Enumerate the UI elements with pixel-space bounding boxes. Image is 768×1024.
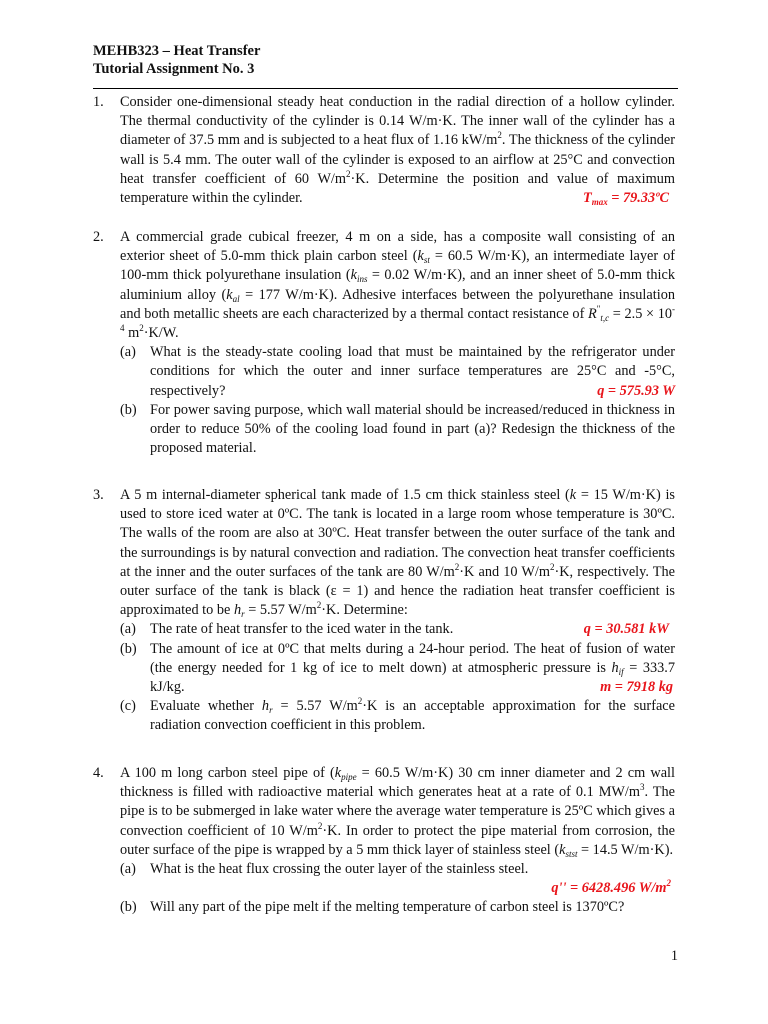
question-4 bbox=[93, 764, 675, 918]
question-part-b bbox=[120, 401, 675, 459]
part-label: (b) bbox=[120, 640, 137, 657]
question-text: A 5 m internal-diameter spherical tank made of 1.5 cm thick stainless steel (k = 15 W/m·K) is used to store iced water at 0ºC. The tank is located in a large room whose temperature is 30ºC. The walls of the room are also at 30ºC. Heat transfer between the outer surface of the tank and the surroundings is by natural convection and radiation. The convection heat transfer coefficients at the inner and the outer surfaces of the tank are 80 $W/m^2\cdot K$ and 10 $W/m^2\cdot K$, respectively. The outer surface of the tank is black (ε = 1) and hence the radiation heat transfer coefficient is approximated to be $h_r = 5.57$ $W/m^2\cdot K$. Determine: bbox=[120, 487, 676, 620]
question-part-a: (a) What is the steady-state cooling load that must be maintained by the refrigerator under conditions for which the outer and inner surface temperatures are 25°C and -5°C, respectively? q = 575.93 W bbox=[120, 343, 675, 401]
course-title: MEHB323 – Heat Transfer bbox=[93, 43, 261, 59]
part-label: (a) bbox=[120, 861, 136, 878]
part-text: For power saving purpose, which wall material should be increased/reduced in thickness in order to reduce 50% of the cooling load found in part (a)? Redesign the thickness of the proposed material. bbox=[150, 401, 675, 457]
question-part-a bbox=[120, 860, 675, 879]
question-text: A commercial grade cubical freezer, 4 m on a side, has a composite wall consisting of an exterior sheet of 5.0-mm thick plain carbon steel ($k_{st} = 60.5$ W/m·K), an intermediate layer of 100-mm thick polyurethane insulation ($k_{ins} = 0.02$ W/m·K), and an inner sheet of 5.0-mm thick aluminium alloy ($k_{al} = 177$ W/m·K). Adhesive interfaces between the polyurethane insulation and both metallic sheets are each characterized by a thermal contact resistance of $R^"_{t,c} = 2.5 \times 10^{-4}$ $m^2\cdot K/W$. bbox=[120, 229, 675, 342]
question-part-b: (b) The amount of ice at 0ºC that melts during a 24-hour period. The heat of fusion of water (the energy needed for 1 kg of ice to melt down) at atmospheric pressure is $h_{if} = 333.7$ kJ/kg. m = 7918 kg bbox=[120, 640, 675, 698]
part-label: (a) bbox=[120, 344, 136, 361]
part-text: Will any part of the pipe melt if the melting temperature of carbon steel is 1370ºC? bbox=[150, 899, 625, 916]
part-text: What is the heat flux crossing the outer layer of the stainless steel. bbox=[150, 861, 529, 878]
question-number: 4. bbox=[93, 765, 104, 781]
question-text: A 100 m long carbon steel pipe of ($k_{pipe} = 60.5$ W/m·K) 30 cm inner diameter and 2 cm wall thickness is filled with radioactive material which generates heat at a rate of 0.1 $MW/m^3$. The pipe is to be submerged in lake water where the average water temperature is 25ºC which gives a convection coefficient of 10 $W/m^2\cdot K$. In order to protect the pipe material from corrosion, the outer surface of the pipe is wrapped by a 5 mm thick layer of stainless steel ($k_{stst} = 14.5$ W/m·K). bbox=[120, 765, 676, 859]
question-number: 3. bbox=[93, 487, 104, 503]
page-number: 1 bbox=[670, 948, 678, 964]
question-2 bbox=[93, 228, 675, 458]
part-text: The rate of heat transfer to the iced water in the tank. bbox=[150, 621, 454, 638]
part-label: (b) bbox=[120, 401, 137, 418]
part-label: (b) bbox=[120, 899, 137, 916]
document-header bbox=[93, 42, 260, 78]
answer-label: m = 7918 kg bbox=[600, 679, 673, 696]
question-3 bbox=[93, 486, 675, 736]
answer-label: q'' = 6428.496 $W/m^2$ bbox=[551, 878, 671, 897]
answer-line bbox=[120, 879, 675, 898]
part-label: (a) bbox=[120, 621, 136, 638]
answer-label: $T_{max}$ = 79.33ºC bbox=[582, 190, 669, 208]
part-label: (c) bbox=[120, 698, 136, 715]
question-1 bbox=[93, 93, 675, 208]
question-part-a bbox=[120, 620, 675, 639]
header-divider bbox=[93, 88, 678, 89]
question-part-b bbox=[120, 898, 675, 917]
question-number: 1. bbox=[93, 94, 104, 110]
answer-label: q = 575.93 W bbox=[597, 382, 675, 399]
question-text: Consider one-dimensional steady heat conduction in the radial direction of a hollow cylinder. The thermal conductivity of the cylinder is 0.14 W/m·K. The inner wall of the cylinder has a diameter of 37.5 mm and is subjected to a heat flux of 1.16 $kW/m^2$. The thickness of the cylinder wall is 5.4 mm. The outer wall of the cylinder is exposed to an airflow at 25°C and convection heat transfer coefficient of 60 $W/m^2\cdot K$. Determine the position and value of maximum temperature within the cylinder. $T_{max}$ = 79.33ºC bbox=[120, 94, 676, 208]
question-number: 2. bbox=[93, 229, 104, 245]
assignment-title: Tutorial Assignment No. 3 bbox=[93, 61, 255, 77]
answer-label: q = 30.581 kW bbox=[583, 621, 669, 638]
question-part-c: (c) Evaluate whether $h_r = 5.57$ $W/m^2\cdot K$ is an acceptable approximation for the surface radiation convection coefficient in this problem. bbox=[120, 696, 675, 734]
